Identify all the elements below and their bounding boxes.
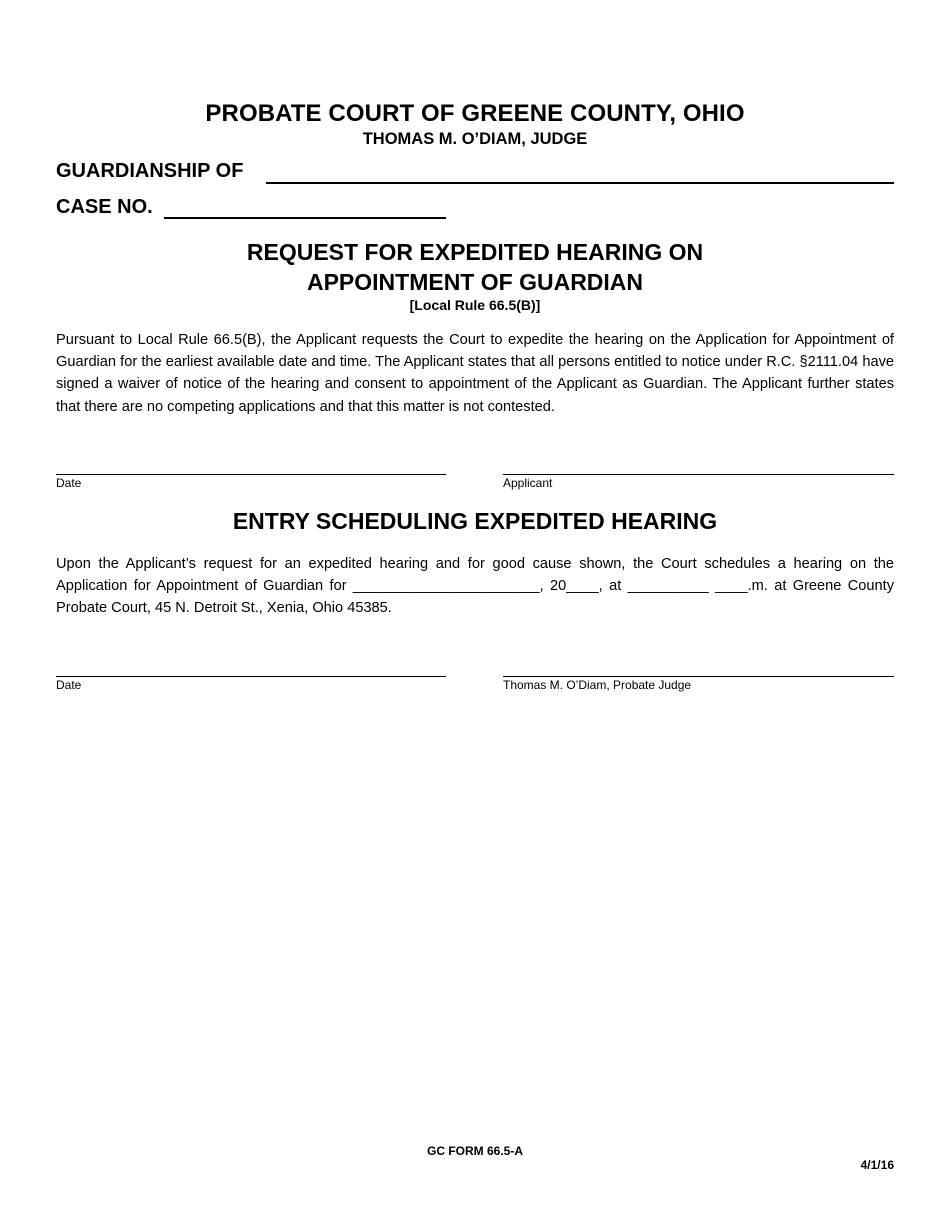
request-date-label: Date bbox=[56, 476, 82, 490]
guardianship-input-line[interactable] bbox=[266, 182, 894, 184]
entry-title: ENTRY SCHEDULING EXPEDITED HEARING bbox=[232, 508, 718, 534]
applicant-signature-line[interactable] bbox=[503, 474, 894, 475]
request-paragraph: Pursuant to Local Rule 66.5(B), the Applicant requests the Court to expedite the hearing on the Application for Appointment of Guardian for the earliest available date and time. The Applicant states that all persons entitled to notice under R.C. §2111.04 have signed a waiver of notice of the hearing and consent to appointment of the Applicant as Guardian. The Applicant further states that there are no competing applications and that this matter is not contested. bbox=[56, 332, 894, 415]
request-title bbox=[0, 237, 950, 297]
request-title-line-1: REQUEST FOR EXPEDITED HEARING ON bbox=[246, 239, 704, 265]
form-number: GC FORM 66.5-A bbox=[426, 1144, 523, 1158]
entry-date-label: Date bbox=[56, 678, 82, 692]
applicant-label: Applicant bbox=[503, 476, 553, 490]
local-rule-reference: [Local Rule 66.5(B)] bbox=[409, 297, 541, 313]
request-date-signature-line[interactable] bbox=[56, 474, 446, 475]
judge-name: THOMAS M. O’DIAM, JUDGE bbox=[362, 130, 588, 148]
entry-date-signature-line[interactable] bbox=[56, 676, 446, 677]
guardianship-label: GUARDIANSHIP OF bbox=[56, 160, 244, 182]
revision-date: 4/1/16 bbox=[860, 1158, 894, 1172]
case-number-label: CASE NO. bbox=[56, 196, 153, 218]
court-title: PROBATE COURT OF GREENE COUNTY, OHIO bbox=[205, 100, 745, 127]
request-title-line-2: APPOINTMENT OF GUARDIAN bbox=[306, 269, 644, 295]
case-number-input-line[interactable] bbox=[164, 217, 446, 219]
judge-signature-label: Thomas M. O’Diam, Probate Judge bbox=[503, 678, 692, 692]
entry-paragraph: Upon the Applicant’s request for an expedited hearing and for good cause shown, the Court schedules a hearing on the Application for Appointment of Guardian for _______________________, 20____, at __________ ____.m. at Greene County Probate Court, 45 N. Detroit St., Xenia, Ohio 45385. bbox=[56, 556, 894, 617]
judge-signature-line[interactable] bbox=[503, 676, 894, 677]
